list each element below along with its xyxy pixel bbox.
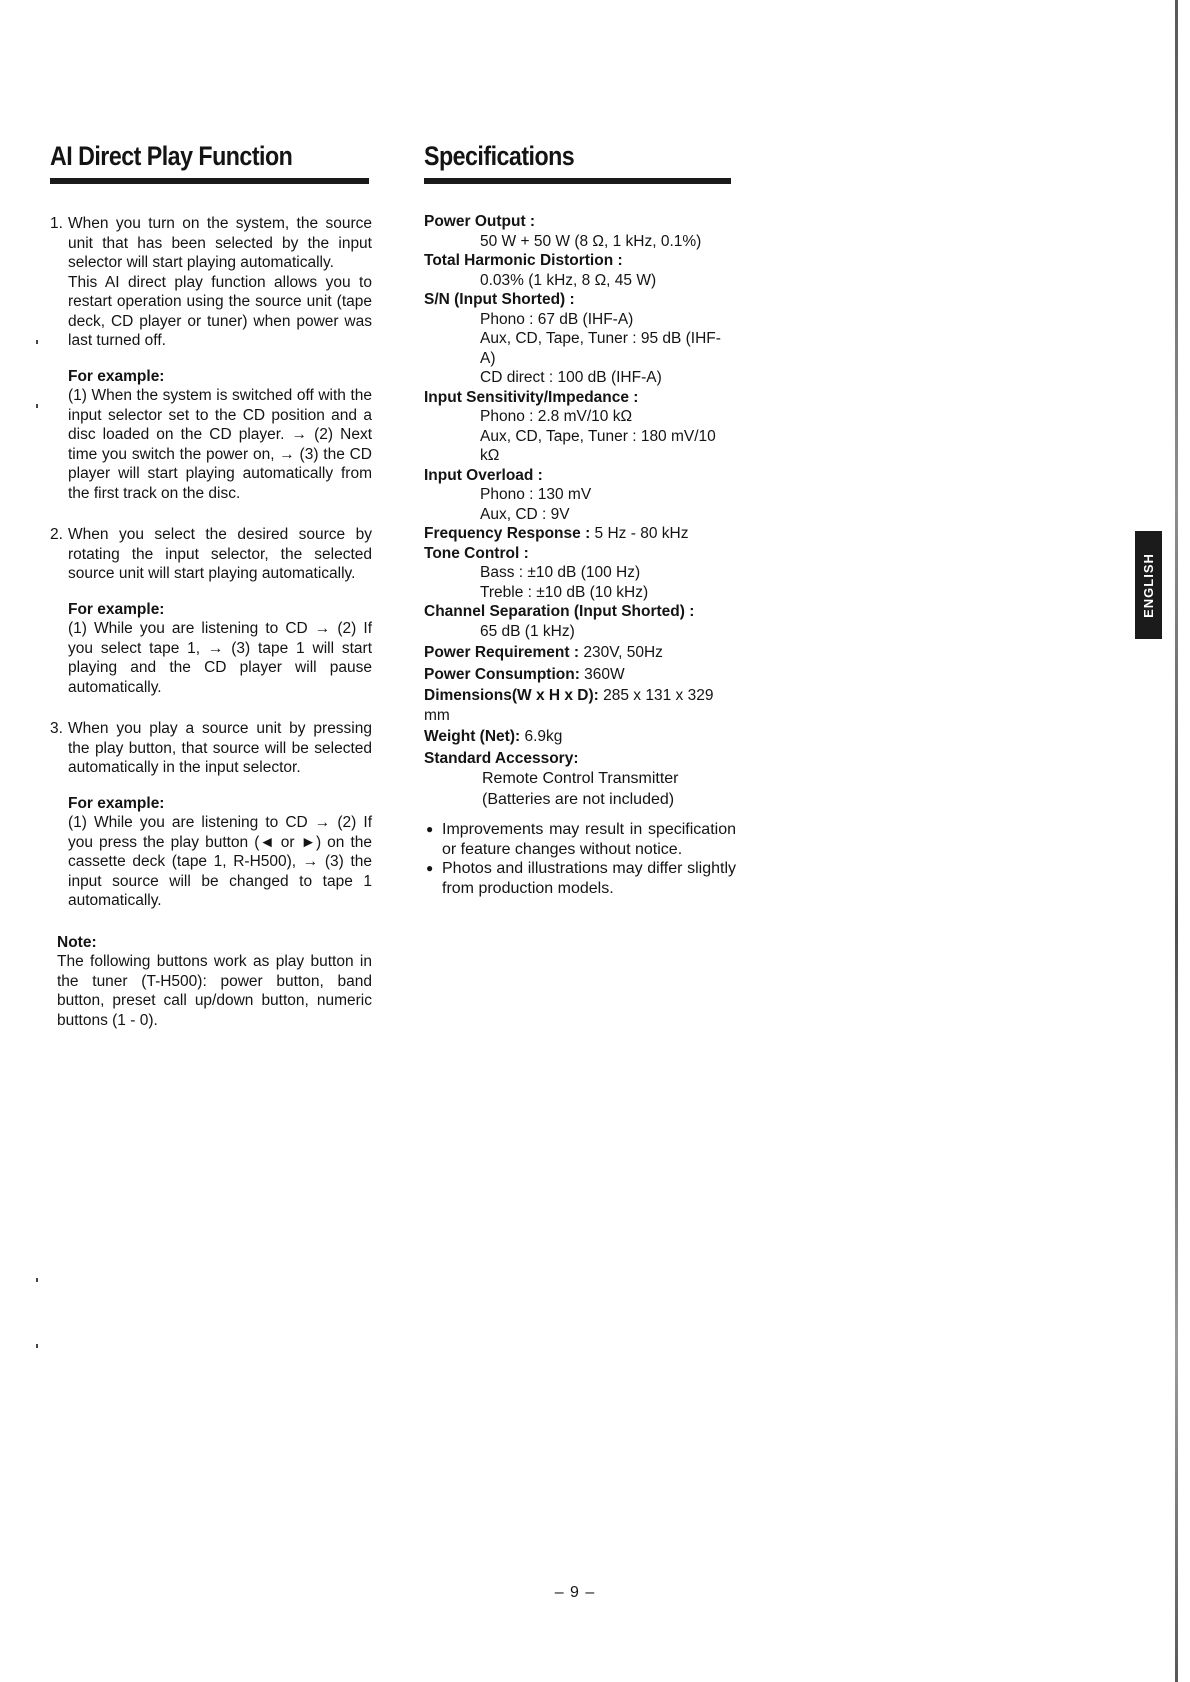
spec-label: S/N (Input Shorted) : [424, 291, 575, 308]
spec-row [424, 727, 736, 747]
ai-direct-play-section [50, 138, 372, 1030]
spec-value: Treble : ±10 dB (10 kHz) [480, 583, 649, 601]
page-number: – 9 – [554, 1584, 596, 1601]
spec-label: Input Overload : [424, 466, 543, 484]
spec-label: Power Output : [424, 213, 536, 230]
spec-value: Aux, CD, Tape, Tuner : 95 dB (IHF-A) [480, 330, 721, 367]
spec-label: Total Harmonic Distortion : [424, 252, 623, 269]
spec-value: Aux, CD, Tape, Tuner : 180 mV/10 kΩ [480, 427, 716, 464]
scan-speck [36, 1278, 38, 1282]
spec-row [424, 524, 736, 544]
spec-row [424, 686, 736, 725]
spec-value: Phono : 130 mV [480, 486, 592, 503]
spec-label: Tone Control : [424, 544, 529, 562]
note-bullet [424, 859, 736, 898]
steps-list [50, 214, 372, 911]
example-title: For example: [68, 794, 165, 812]
spec-label: Standard Accessory: [424, 749, 579, 767]
spec-row [424, 665, 736, 685]
step-text: When you turn on the system, the source unit that has been selected by the input selector will start playing automatically. [68, 215, 372, 271]
spec-label: Dimensions(W x H x D): [424, 687, 599, 704]
notes-list [424, 820, 736, 898]
spec-value: 0.03% (1 kHz, 8 Ω, 45 W) [480, 271, 657, 289]
specifications-section [424, 138, 736, 898]
step-number: 2. [50, 526, 63, 543]
bullet-icon: ● [426, 861, 434, 875]
step-item [50, 525, 372, 697]
spec-list [424, 212, 736, 898]
step-text: When you play a source unit by pressing the play button, that source will be selected automatically in the input selector. [68, 720, 372, 776]
step-text: When you select the desired source by rotating the input selector, the selected source unit will start playing automatically. [68, 526, 372, 582]
spec-label: Power Consumption: [424, 665, 580, 683]
spec-value: 230V, 50Hz [579, 644, 663, 661]
section-title: Specifications [424, 141, 575, 171]
spec-label: Input Sensitivity/Impedance : [424, 388, 639, 406]
scan-speck [36, 340, 38, 344]
spec-value: 360W [579, 665, 625, 683]
step-item [50, 719, 372, 911]
example-text: (1) While you are listening to CD → (2) If you select tape 1, → (3) tape 1 will start playing and the CD player will pause automatically. [68, 620, 372, 696]
section-title: AI Direct Play Function [50, 141, 293, 171]
spec-value: 50 W + 50 W (8 Ω, 1 kHz, 0.1%) [480, 232, 702, 250]
scan-speck [36, 1344, 38, 1348]
example-text: (1) While you are listening to CD → (2) If you press the play button (◄ or ►) on the cassette deck (tape 1, R-H500), → (3) the input source will be changed to tape 1 automatically. [68, 814, 372, 909]
example-title: For example: [68, 367, 165, 385]
example-title: For example: [68, 600, 165, 618]
example-text: (1) When the system is switched off with the input selector set to the CD position and a disc loaded on the CD player. → (2) Next time you switch the power on, → (3) the CD player will start playing automatically from the first track on the disc. [68, 387, 372, 502]
spec-value: Aux, CD : 9V [480, 505, 570, 523]
spec-value: Bass : ±10 dB (100 Hz) [480, 564, 641, 581]
spec-value: (Batteries are not included) [482, 791, 675, 808]
step-text: This AI direct play function allows you to restart operation using the source unit (tape deck, CD player or tuner) when power was last turned off. [68, 273, 372, 349]
spec-value: 65 dB (1 kHz) [480, 622, 575, 640]
language-tab-label: ENGLISH [1141, 552, 1157, 618]
title-rule [50, 178, 369, 184]
spec-value: Remote Control Transmitter [482, 770, 679, 787]
bullet-text: Improvements may result in specification or feature changes without notice. [442, 821, 736, 858]
scan-edge [1175, 0, 1178, 1682]
note-block [50, 933, 372, 1031]
note-text: The following buttons work as play button in the tuner (T-H500): power button, band button, preset call up/down button, numeric buttons (1 - 0). [57, 953, 372, 1029]
spec-value: Phono : 67 dB (IHF-A) [480, 310, 634, 328]
spec-value: 285 x 131 x 329 mm [424, 687, 714, 724]
spec-label: Channel Separation (Input Shorted) : [424, 603, 695, 620]
note-title: Note: [57, 933, 97, 951]
spec-label: Weight (Net): [424, 728, 521, 745]
spec-label: Power Requirement : [424, 644, 580, 661]
spec-row [424, 643, 736, 663]
step-number: 3. [50, 720, 63, 737]
scan-speck [36, 404, 38, 408]
bullet-text: Photos and illustrations may differ slightly from production models. [442, 860, 736, 897]
spec-value: 5 Hz - 80 kHz [590, 525, 689, 542]
note-bullet [424, 820, 736, 859]
spec-value: Phono : 2.8 mV/10 kΩ [480, 408, 633, 425]
step-number: 1. [50, 215, 63, 232]
step-item [50, 214, 372, 503]
spec-value: CD direct : 100 dB (IHF-A) [480, 369, 662, 386]
spec-label: Frequency Response : [424, 525, 591, 542]
bullet-icon: ● [426, 822, 434, 836]
spec-value: 6.9kg [520, 728, 563, 745]
title-rule [424, 178, 731, 184]
language-tab [1135, 531, 1162, 639]
